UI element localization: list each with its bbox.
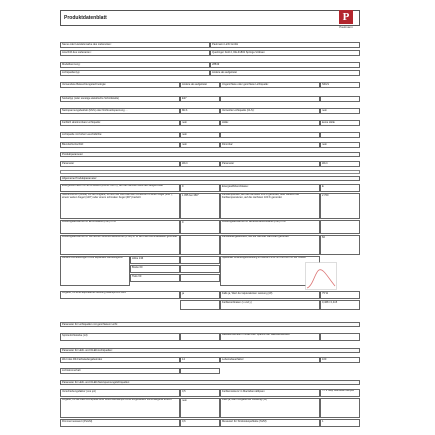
value (320, 333, 360, 341)
section-title: Parameter für Lichtquellen mit gerichtetem Licht: (60, 322, 360, 327)
supplier-address-row (60, 50, 360, 56)
label: Lichtquellentyp: (60, 70, 210, 76)
general-row (60, 184, 360, 192)
section-title: Produktparameter (60, 152, 360, 157)
label: Blendschutzschild: (60, 142, 180, 148)
general-row (60, 193, 360, 219)
label: Farbkoordinaten (x und y) (220, 300, 320, 310)
header: Wert (180, 161, 220, 167)
supplier-name-row (60, 42, 360, 48)
value: E27 (180, 96, 220, 102)
value (180, 274, 220, 282)
tech-row (60, 132, 360, 138)
value: Paulmann Licht GmbH (210, 42, 360, 48)
value: keine Hülle (320, 120, 360, 126)
logo-icon: P (339, 10, 353, 24)
tech-row (60, 142, 360, 148)
value: 1 055 bei 360° (180, 193, 220, 219)
value (320, 398, 360, 418)
label: Modellkennung: (60, 62, 210, 68)
spacer (60, 170, 360, 174)
value: 14 (180, 357, 220, 363)
led-row (60, 368, 360, 374)
value: Andere als aufgelistet (210, 70, 360, 76)
value: Tiefe 60 (130, 274, 180, 282)
value: nein (180, 120, 220, 126)
led-row (60, 357, 360, 363)
label: Nutzlichtstrom (Φuse) mit der Angabe, ob sich der Wert auf den Lichtstrom in einer Kugel (360°), einem weiten Kegel (120°) oder einem schmalen Kegel (90°) bezieht (60, 193, 180, 219)
value: nein (320, 108, 360, 114)
label: Name oder Handelsmarke des Lieferanten: (60, 42, 210, 48)
label: Messwert für Stroboskopeffekte (SVM) (220, 419, 320, 427)
source-type-row (60, 70, 360, 76)
value (180, 265, 220, 273)
mains-row (60, 398, 360, 418)
value (180, 300, 220, 310)
section-title: Allgemeine Produktparameter: (60, 176, 360, 181)
label: Wert des R9-Farbwiedergabeindex (60, 357, 180, 363)
value: nein (180, 132, 220, 138)
value (320, 220, 360, 234)
label: Halbwertswinkel in Grad oder Spanne der Halbwertswinkel (220, 333, 320, 341)
value: nein (180, 142, 220, 148)
label: Farblich abstimmbare Lichtquelle: (60, 120, 180, 126)
value: 1 (320, 419, 360, 427)
value: 9 (180, 184, 220, 192)
general-row (60, 220, 360, 234)
label: Angabe, ob die LED-Lichtquelle eine Leuchtstofflampe ohne eingebautes Vorschaltgerät ersetzt (60, 398, 180, 418)
label: Vernetzte Lichtquelle (CLS): (220, 108, 320, 114)
header: Parameter (60, 161, 180, 167)
label: Lichtstromerhalt (60, 368, 180, 374)
label: Verwendete Beleuchtungstechnologie: (60, 82, 180, 88)
header: Wert (320, 161, 360, 167)
general-row (60, 291, 360, 299)
value: E (320, 184, 360, 192)
value: 2 700 (320, 193, 360, 219)
label: Anschrift des Lieferanten: (60, 50, 210, 56)
section-title: Parameter für LED- und OLED-Netzspannungslichtquellen: (60, 380, 360, 385)
tech-row (60, 120, 360, 126)
label: Leistungsaufnahme im vernetzten Bereitschaftsbetrieb (Pnet) in W auf zwei Dezimalstellen gerundet (60, 235, 180, 255)
value: ja (180, 291, 220, 299)
value: 9 (180, 220, 220, 234)
brand-logo (336, 10, 356, 32)
label: Spitzenlichtstärke (cd) (60, 333, 180, 341)
label: Leistungsaufnahme im Ein-Zustand (Pon) in W (60, 220, 180, 234)
label: Falls ja, dann Angabe der Leistung (W) (220, 398, 320, 418)
label: Netzspannungsbetrieb (MLS) oder Nichtnetzspannung ... (60, 108, 180, 114)
label: Spektrale Strahlungsverteilung im Bereich 250 nm bis 800 nm bei Vollast (220, 256, 320, 286)
label: Energieeffizienzklasse: (220, 184, 320, 192)
label: Farbwiedergabeindex, auf die nächste Ganzzahl gerundet (220, 235, 320, 255)
general-row (60, 235, 360, 255)
value (320, 132, 360, 138)
value: 0,5 (180, 389, 220, 397)
value: Höhe 136 (130, 256, 180, 264)
value: Quezinger Feld 2, DE-31832 Springe-Völksen (210, 50, 360, 56)
label: Flimmermesswert (PstLM) (60, 419, 180, 427)
label: Farbkonsistenz in MacAdam-Ellipsen (220, 389, 320, 397)
label: Farbtemperatur, auf die nächsten 100 K gerundet, oder Bereich der Farbtemperaturen, auf die nächsten 100 K gerundet (220, 193, 320, 219)
value: nein (320, 142, 360, 148)
label: Verschiebungsfaktor (cos φ1) (60, 389, 180, 397)
value (180, 368, 220, 374)
brand-name: Paulmann (339, 25, 353, 29)
value (180, 333, 220, 341)
label: Falls ja, Wert der äquivalenten Leistung (W) (220, 291, 320, 299)
tech-row (60, 82, 360, 88)
section-title: Parameter für LED- und OLED-Lichtquellen: (60, 348, 360, 353)
value: 28819 (210, 62, 360, 68)
label: Hülle: (220, 120, 320, 126)
label: Lebensdauerfaktor (220, 357, 320, 363)
value: 82 (320, 235, 360, 255)
general-row (60, 300, 360, 310)
label: Energieverbrauch im Ein-Zustand (kWh/1 000 h), auf die nächste Ganzzahl aufgerundet (60, 184, 180, 192)
model-row (60, 62, 360, 68)
value: MLS (180, 108, 220, 114)
value: NDLS (320, 82, 360, 88)
value: 0,468 / 0,415 (320, 300, 360, 310)
value (180, 256, 220, 264)
tech-row (60, 96, 360, 102)
param-header-row (60, 161, 360, 167)
label (220, 132, 320, 138)
value: 100 (320, 357, 360, 363)
header: Parameter (220, 161, 320, 167)
value (180, 235, 220, 255)
value: 0,6 (180, 419, 220, 427)
label: Angabe, ob eine äquivalente Leistung beansprucht wird (60, 291, 180, 299)
value: <= 6 Step MacAdam Ellipse (320, 389, 360, 397)
tech-row (60, 108, 360, 114)
directional-row (60, 333, 360, 341)
value (320, 96, 360, 102)
sheet-title: Produktdatenblatt (60, 10, 360, 26)
label: Ungerichtete oder gerichtete Lichtquelle: (220, 82, 320, 88)
value: nein (180, 398, 220, 418)
value: Andere als aufgelistet (180, 82, 220, 88)
mains-row (60, 389, 360, 397)
mains-row (60, 419, 360, 427)
label: Äußere Abmessungen ohne separates Betriebsgerät (60, 256, 130, 286)
value: 75 W (320, 291, 360, 299)
label: Leistungsaufnahme im Bereitschaftszustand (Psb) in W (220, 220, 320, 234)
spectrum-graph (305, 262, 337, 290)
label (220, 96, 320, 102)
label: Dimmbar: (220, 142, 320, 148)
label: Sockeltyp (oder sonstige elektrische Schnittstelle) (60, 96, 180, 102)
label: Lichtquelle mit hoher Leuchtdichte: (60, 132, 180, 138)
value: Breite 60 (130, 265, 180, 273)
